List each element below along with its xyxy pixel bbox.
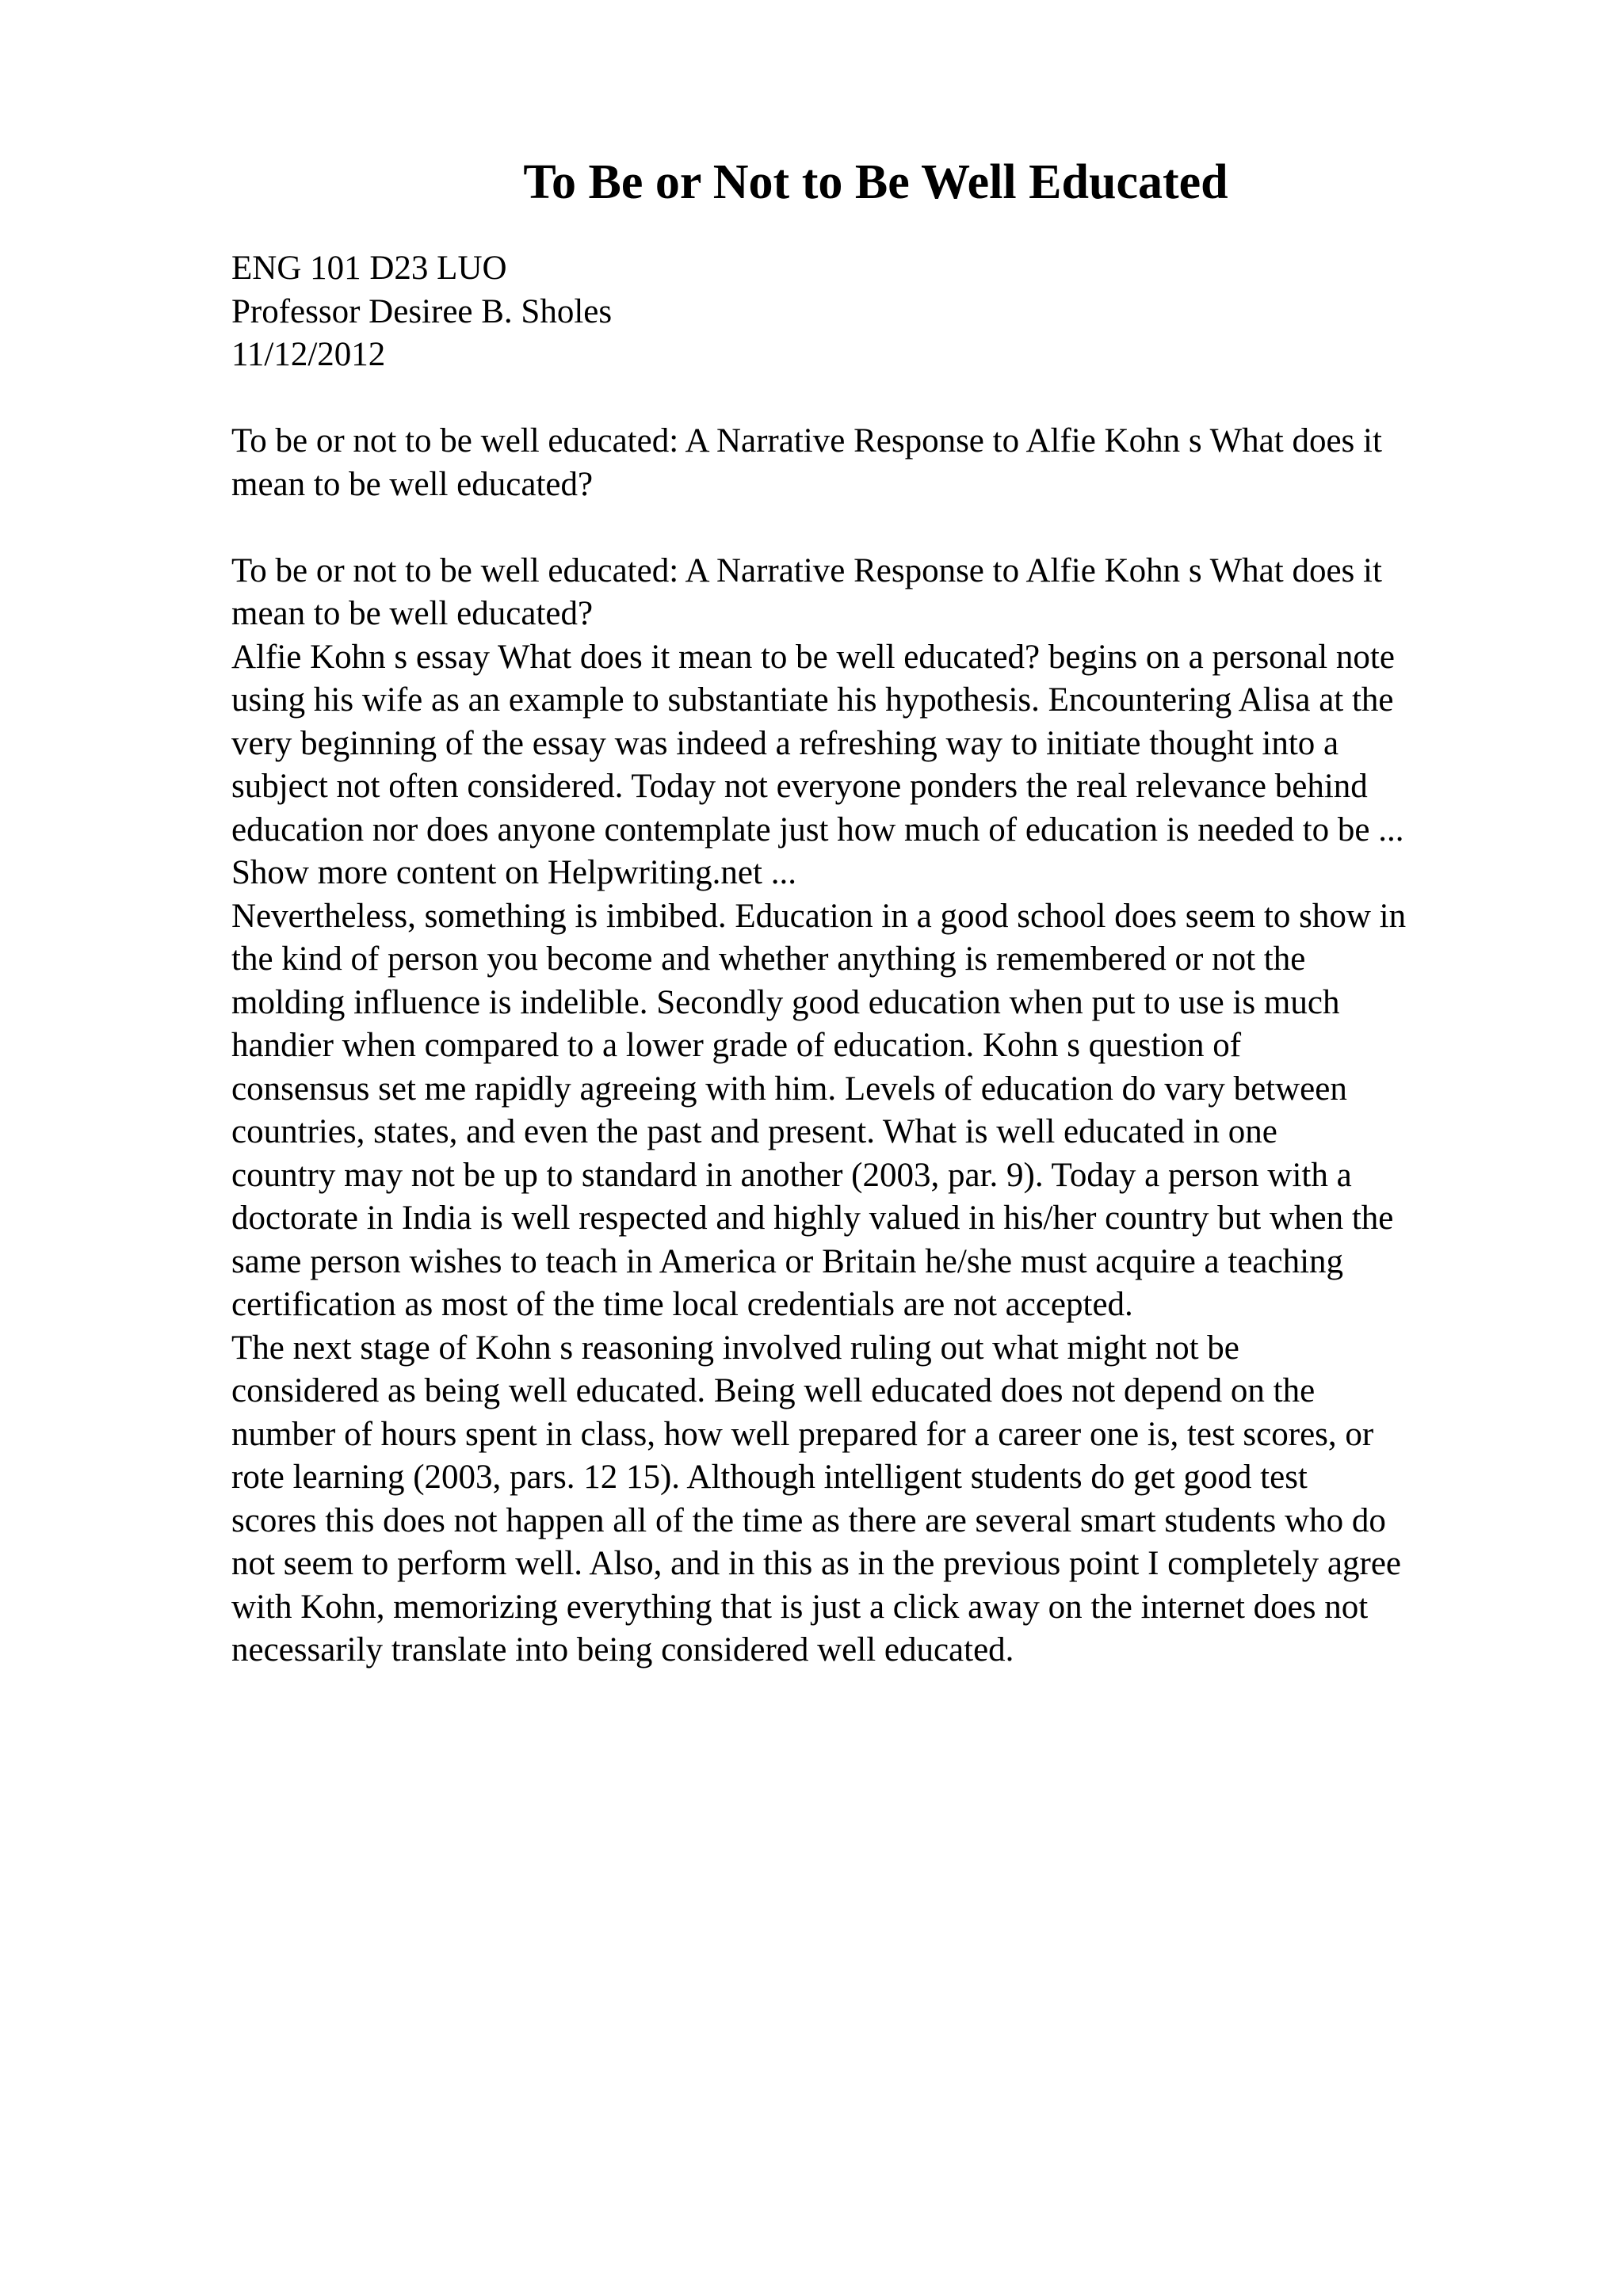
header-block (231, 247, 1515, 377)
body-line: considered as being well educated. Being well educated does not depend on the (231, 1372, 1316, 1409)
body-line: Nevertheless, something is imbibed. Education in a good school does seem to show in (231, 897, 1407, 935)
subtitle-block (231, 420, 1515, 506)
body-line: subject not often considered. Today not everyone ponders the real relevance behind (231, 768, 1368, 805)
subtitle-line: To be or not to be well educated: A Narrative Response to Alfie Kohn s What does it (231, 422, 1382, 460)
body-line: consensus set me rapidly agreeing with him. Levels of education do vary between (231, 1070, 1347, 1108)
body-line: the kind of person you become and whether anything is remembered or not the (231, 940, 1306, 978)
body-line: Show more content on Helpwriting.net ... (231, 854, 796, 891)
body-line: country may not be up to standard in another (2003, par. 9). Today a person with a (231, 1156, 1352, 1194)
course-line: ENG 101 D23 LUO (231, 250, 507, 287)
document-content (231, 247, 1515, 1672)
body-line: with Kohn, memorizing everything that is just a click away on the internet does not (231, 1588, 1369, 1626)
body-line: not seem to perform well. Also, and in this as in the previous point I completely agree (231, 1545, 1402, 1582)
body-line: using his wife as an example to substantiate his hypothesis. Encountering Alisa at the (231, 681, 1394, 719)
date-line: 11/12/2012 (231, 336, 386, 373)
subtitle-line: mean to be well educated? (231, 465, 594, 503)
body-line: necessarily translate into being considered well educated. (231, 1631, 1014, 1669)
body-line: certification as most of the time local credentials are not accepted. (231, 1286, 1133, 1323)
spacer (231, 506, 1515, 550)
essay-body (231, 550, 1515, 1672)
body-line: same person wishes to teach in America or Britain he/she must acquire a teaching (231, 1242, 1344, 1280)
body-line: countries, states, and even the past and present. What is well educated in one (231, 1113, 1277, 1150)
body-line: doctorate in India is well respected and highly valued in his/her country but when the (231, 1199, 1394, 1237)
body-line: very beginning of the essay was indeed a refreshing way to initiate thought into a (231, 724, 1339, 762)
professor-line: Professor Desiree B. Sholes (231, 292, 613, 330)
document-title: To Be or Not to Be Well Educated (523, 155, 1228, 209)
body-line: rote learning (2003, pars. 12 15). Although intelligent students do get good test (231, 1459, 1308, 1496)
body-line: molding influence is indelible. Secondly good education when put to use is much (231, 983, 1340, 1021)
body-line: handier when compared to a lower grade of education. Kohn s question of (231, 1027, 1242, 1064)
body-line: scores this does not happen all of the time as there are several smart students who do (231, 1501, 1386, 1539)
body-line: education nor does anyone contemplate just how much of education is needed to be ... (231, 810, 1404, 849)
spacer (231, 377, 1515, 421)
body-line: To be or not to be well educated: A Narrative Response to Alfie Kohn s What does it (231, 551, 1382, 589)
body-line: mean to be well educated? (231, 595, 594, 632)
body-line: number of hours spent in class, how well prepared for a career one is, test scores, or (231, 1415, 1374, 1453)
body-line: Alfie Kohn s essay What does it mean to be well educated? begins on a personal note (231, 638, 1395, 676)
body-line: The next stage of Kohn s reasoning involved ruling out what might not be (231, 1329, 1239, 1367)
